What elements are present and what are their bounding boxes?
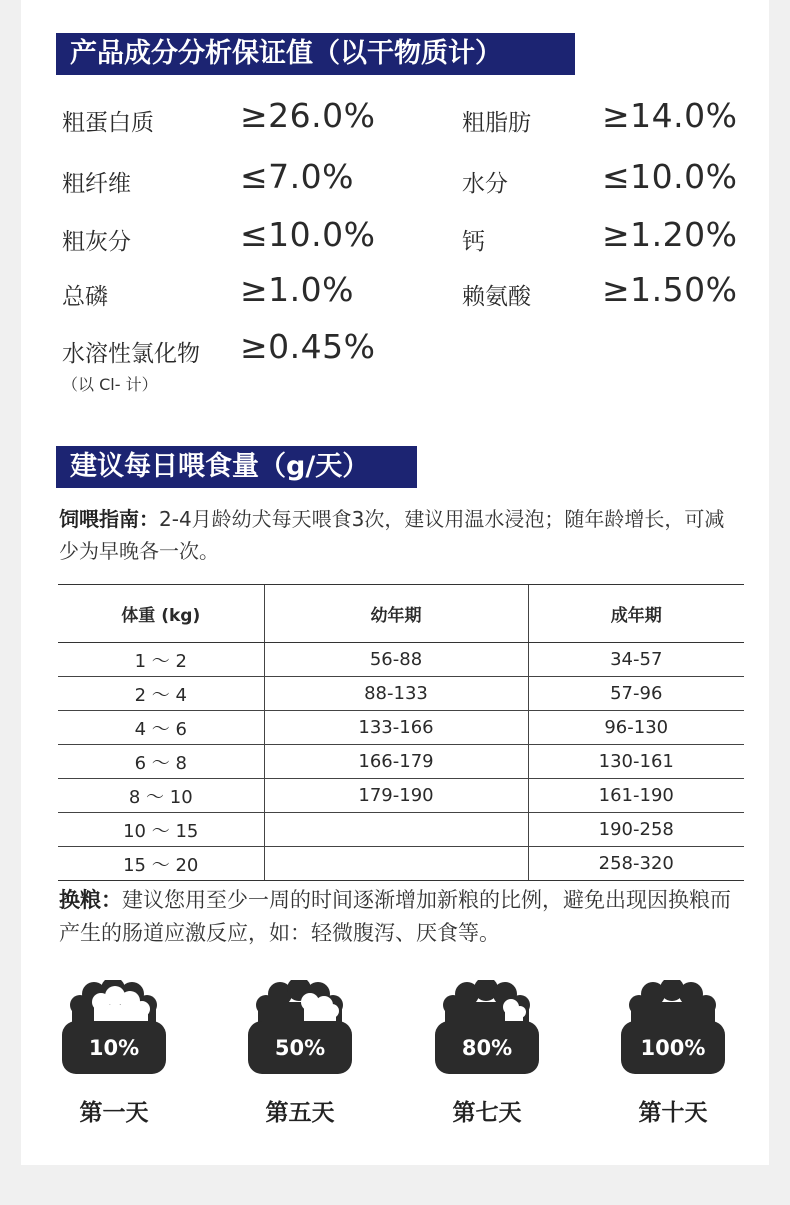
adult-cell: 57-96 xyxy=(528,677,744,711)
table-row xyxy=(58,779,744,813)
food-switch-label: 换粮： xyxy=(59,888,122,912)
nutrient-value: ≤7.0% xyxy=(240,157,354,196)
table-row xyxy=(58,711,744,745)
feeding-section-title: 建议每日喂食量（g/天） xyxy=(56,446,417,488)
puppy-cell xyxy=(264,847,528,881)
table-row xyxy=(58,813,744,847)
feeding-guide-text: 2-4月龄幼犬每天喂食3次，建议用温水浸泡；随年龄增长，可减少为早晚各一次。 xyxy=(59,507,725,563)
food-switch-note xyxy=(59,884,739,950)
puppy-cell: 133-166 xyxy=(264,711,528,745)
weight-cell: 6 ～ 8 xyxy=(58,745,264,779)
food-bowl-icon xyxy=(244,980,356,1078)
transition-stage xyxy=(58,980,170,1127)
nutrient-label: 赖氨酸 xyxy=(462,284,531,310)
header-weight: 体重 (kg) xyxy=(58,585,264,643)
puppy-cell: 56-88 xyxy=(264,643,528,677)
weight-cell: 10 ～ 15 xyxy=(58,813,264,847)
stage-day: 第十天 xyxy=(638,1100,708,1126)
adult-cell: 190-258 xyxy=(528,813,744,847)
nutrient-label: 粗蛋白质 xyxy=(62,110,154,136)
puppy-cell: 88-133 xyxy=(264,677,528,711)
table-row xyxy=(58,677,744,711)
food-bowl-icon xyxy=(58,980,170,1078)
header-puppy: 幼年期 xyxy=(264,585,528,643)
puppy-cell xyxy=(264,813,528,847)
nutrient-value: ≥1.50% xyxy=(602,270,738,309)
weight-cell: 15 ～ 20 xyxy=(58,847,264,881)
feeding-guide xyxy=(59,503,739,567)
kibble-shape xyxy=(629,980,716,1024)
nutrient-value: ≤10.0% xyxy=(602,157,738,196)
transition-stage xyxy=(431,980,543,1127)
stage-percent: 50% xyxy=(274,1036,326,1060)
table-row xyxy=(58,847,744,881)
adult-cell: 161-190 xyxy=(528,779,744,813)
food-bowl-icon xyxy=(431,980,543,1078)
nutrient-value: ≥1.20% xyxy=(602,215,738,254)
nutrient-value: ≥14.0% xyxy=(602,96,738,135)
stage-day: 第五天 xyxy=(265,1100,335,1126)
food-switch-text: 建议您用至少一周的时间逐渐增加新粮的比例，避免出现因换粮而产生的肠道应激反应，如：轻微腹泻、厌食等。 xyxy=(59,888,731,945)
adult-cell: 34-57 xyxy=(528,643,744,677)
weight-cell: 8 ～ 10 xyxy=(58,779,264,813)
nutrient-value: ≥26.0% xyxy=(240,96,376,135)
adult-cell: 96-130 xyxy=(528,711,744,745)
feeding-table xyxy=(58,584,744,881)
nutrient-value: ≥1.0% xyxy=(240,270,354,309)
table-row xyxy=(58,745,744,779)
feeding-guide-label: 饲喂指南： xyxy=(59,507,159,531)
transition-stage xyxy=(617,980,729,1127)
table-row xyxy=(58,643,744,677)
header-adult: 成年期 xyxy=(528,585,744,643)
weight-cell: 4 ～ 6 xyxy=(58,711,264,745)
nutrient-value: ≥0.45% xyxy=(240,327,376,366)
puppy-cell: 179-190 xyxy=(264,779,528,813)
nutrient-label: 粗灰分 xyxy=(62,229,131,255)
stage-percent: 80% xyxy=(461,1036,513,1060)
transition-stage xyxy=(244,980,356,1127)
nutrient-label: 水溶性氯化物 xyxy=(62,341,200,367)
nutrient-label: 粗脂肪 xyxy=(462,110,531,136)
nutrient-label: 钙 xyxy=(462,229,485,255)
nutrient-value: ≤10.0% xyxy=(240,215,376,254)
stage-day: 第七天 xyxy=(452,1100,522,1126)
analysis-section-title: 产品成分分析保证值（以干物质计） xyxy=(56,33,575,75)
nutrient-label: 水分 xyxy=(462,171,508,197)
nutrient-label: 总磷 xyxy=(62,284,108,310)
table-header-row xyxy=(58,585,744,643)
nutrient-footnote: （以 Cl- 计） xyxy=(62,375,158,394)
puppy-cell: 166-179 xyxy=(264,745,528,779)
stage-percent: 100% xyxy=(640,1036,706,1060)
weight-cell: 2 ～ 4 xyxy=(58,677,264,711)
nutrient-label: 粗纤维 xyxy=(62,171,131,197)
stage-day: 第一天 xyxy=(79,1100,149,1126)
weight-cell: 1 ～ 2 xyxy=(58,643,264,677)
adult-cell: 130-161 xyxy=(528,745,744,779)
food-bowl-icon xyxy=(617,980,729,1078)
stage-percent: 10% xyxy=(88,1036,140,1060)
adult-cell: 258-320 xyxy=(528,847,744,881)
